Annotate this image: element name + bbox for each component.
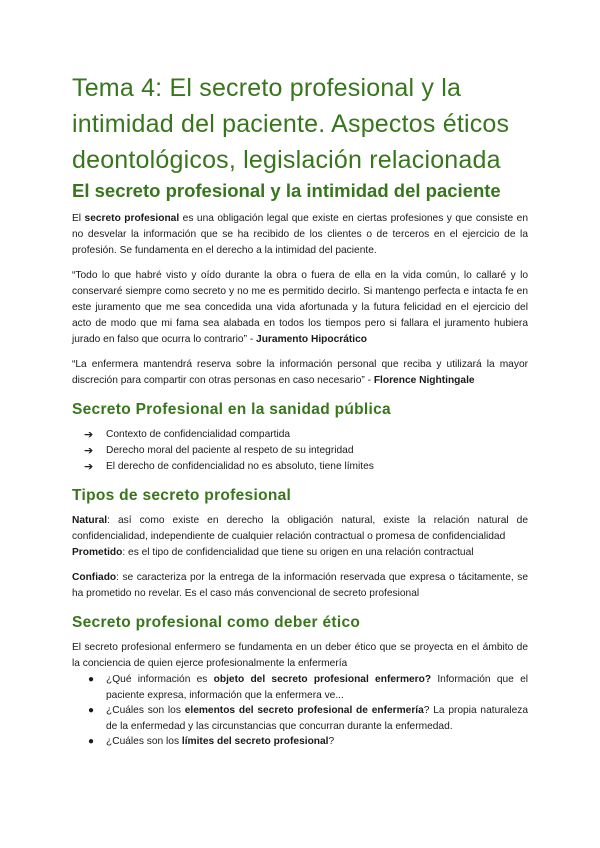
title-line-1: Tema 4: El secreto profesional y la <box>72 74 462 102</box>
paragraph-natural <box>72 513 528 545</box>
paragraph-definicion <box>72 211 528 259</box>
text-run: ? <box>328 736 335 747</box>
text-run: ¿Cuáles son los <box>106 736 182 747</box>
section-heading-secreto-intimidad: El secreto profesional y la intimidad del paciente <box>72 180 501 201</box>
text-run: ¿Cuáles son los <box>106 705 185 716</box>
text-run: ? La propia naturaleza de la enfermedad y las circunstancias que concurran durante la enfermedad. <box>106 705 528 732</box>
list-item-text: Contexto de confidencialidad compartida <box>106 429 291 440</box>
section-heading-sanidad-publica: Secreto Profesional en la sanidad pública <box>72 401 391 418</box>
bold-term: Confiado <box>72 572 117 583</box>
text-run: : es el tipo de confidencialidad que tiene su origen en una relación contractual <box>122 547 474 558</box>
quote-author: Juramento Hipocrático <box>256 334 368 345</box>
bold-term: límites del secreto profesional <box>181 736 329 747</box>
title-line-3: deontológicos, legislación relacionada <box>72 146 501 174</box>
title-line-2: intimidad del paciente. Aspectos éticos <box>72 110 510 138</box>
bullet-icon: ● <box>88 705 95 716</box>
text-run: : se caracteriza por la entrega de la información reservada que expresa o tácitamente, se ha prometido no revelar. Es el caso más convencional de secreto profesional <box>72 572 528 599</box>
bullet-list <box>72 672 528 750</box>
list-item <box>72 443 528 459</box>
paragraph-deber-etico: El secreto profesional enfermero se fundamenta en un deber ético que se proyecta en el ámbito de la conciencia de quien ejerce profesionalmente la enfermería <box>72 642 528 669</box>
quote-nightingale <box>72 357 528 389</box>
section-heading-tipos: Tipos de secreto profesional <box>72 487 292 504</box>
text-run: ¿Qué información es <box>106 674 214 685</box>
list-item-text: Derecho moral del paciente al respeto de su integridad <box>106 445 354 456</box>
list-item <box>72 734 528 750</box>
list-item <box>72 703 528 734</box>
arrow-icon: ➔ <box>84 429 94 441</box>
bold-term: secreto profesional <box>84 213 180 224</box>
list-item <box>72 459 528 475</box>
quote-text: “Todo lo que habré visto y oído durante la obra o fuera de ella en la vida común, lo callaré y lo conservaré siempre como secreto y no me es permitido decirlo. Si mantengo perfecta e intacta fe en este juramento que me sea concedida una vida afortunada y la futura felicidad en el ejercicio del acto de modo que mi fama sea alabada en todos los tiempos pero si fallara el juramento hubiera jurado en falso que ocurra lo contrario” - <box>72 270 528 345</box>
list-item <box>72 672 528 703</box>
arrow-icon: ➔ <box>84 445 94 457</box>
paragraph-confiado <box>72 570 528 602</box>
page-title <box>72 70 528 178</box>
list-item <box>72 427 528 443</box>
quote-author: Florence Nightingale <box>373 375 475 386</box>
arrow-icon: ➔ <box>84 461 94 473</box>
text-run: es una obligación legal que existe en ciertas profesiones y que consiste en no desvelar la información que se ha recibido de los clientes o de terceros en el ejercicio de la profesión. Se fundamenta en el derecho a la intimidad del paciente. <box>72 213 529 256</box>
bold-term: Prometido <box>72 547 123 558</box>
document-page <box>72 70 528 750</box>
bold-term: objeto del secreto profesional enfermero? <box>213 674 432 685</box>
bullet-icon: ● <box>88 736 95 747</box>
text-run: Información que el paciente expresa, información que la enfermera ve... <box>106 674 528 701</box>
arrow-list <box>72 427 528 475</box>
bold-term: elementos del secreto profesional de enfermería <box>184 705 424 716</box>
paragraph-prometido <box>72 545 528 561</box>
section-heading-deber-etico: Secreto profesional como deber ético <box>72 614 361 631</box>
list-item-text: El derecho de confidencialidad no es absoluto, tiene límites <box>106 461 374 472</box>
bullet-icon: ● <box>88 674 95 685</box>
text-run: : así como existe en derecho la obligación natural, existe la relación natural de confidencialidad, independiente de cualquier relación contractual o promesa de confidencialidad <box>72 515 528 542</box>
bold-term: Natural <box>72 515 108 526</box>
quote-hipocratico <box>72 268 528 348</box>
quote-text: “La enfermera mantendrá reserva sobre la información personal que reciba y utilizará la mayor discreción para compartir con otras personas en caso necesario” - <box>72 359 528 386</box>
text-run: El <box>72 213 85 224</box>
